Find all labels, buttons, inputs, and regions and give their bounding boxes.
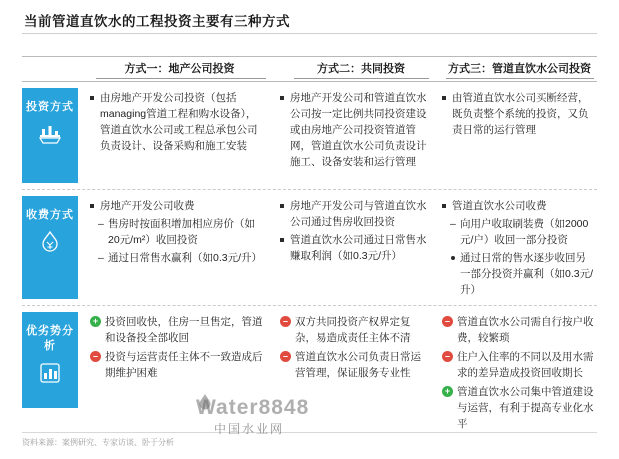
- bullet-item: [442, 349, 594, 381]
- title-divider: [22, 33, 597, 34]
- watermark-text: Water8848: [196, 396, 310, 419]
- bullet-item: [442, 216, 594, 248]
- bullet-text: 通过日常的售水逐步收回另一部分投资并赢利（如0.3元/升）: [460, 252, 594, 296]
- bullet-item: [280, 314, 430, 346]
- bullet-item: [90, 250, 266, 266]
- row-2-col-2: [280, 314, 430, 384]
- bullet-item: [280, 90, 430, 170]
- table-row: [22, 190, 597, 306]
- bullet-text: 投资与运营责任主体不一致造成后期维护困难: [105, 351, 263, 379]
- table-row: [22, 82, 597, 190]
- disadvantage-icon: –: [280, 316, 291, 327]
- row-2-col-1: [90, 314, 266, 384]
- disadvantage-icon: –: [280, 351, 291, 362]
- row-label-fee: [22, 196, 78, 299]
- fee-icon: [37, 229, 63, 255]
- footer-divider: [22, 432, 597, 433]
- bullet-item: [442, 384, 594, 432]
- row-label-text: 投资方式: [26, 101, 74, 113]
- row-0-col-3: [442, 90, 594, 140]
- bullet-item: [442, 90, 594, 138]
- bullet-text: 管道直饮水公司需自行按户收费，较繁琐: [457, 316, 594, 344]
- table-header-row: [22, 56, 597, 82]
- row-label-text: 收费方式: [26, 209, 74, 221]
- bullet-text: 住户入住率的不同以及用水需求的差异造成投资回收期长: [457, 351, 594, 379]
- row-label-investment: [22, 88, 78, 183]
- disadvantage-icon: –: [90, 351, 101, 362]
- bullet-text: 双方共同投资产权界定复杂，易造成责任主体不清: [295, 316, 411, 344]
- advantage-icon: +: [442, 386, 453, 397]
- disadvantage-icon: –: [442, 351, 453, 362]
- bullet-text: 管道直饮水公司负责日常运营管理，保证服务专业性: [295, 351, 421, 379]
- page-title: 当前管道直饮水的工程投资主要有三种方式: [24, 14, 290, 29]
- bullet-text: 向用户收取刷装费（如2000元/户）收回一部分投资: [460, 218, 589, 246]
- bullet-item: [90, 198, 266, 214]
- bullet-text: 投资回收快，住房一旦售定，管道和设备投全部收回: [105, 316, 263, 344]
- bullet-text: 由管道直饮水公司买断经营，既负责整个系统的投资，又负责日常的运行管理: [452, 92, 589, 136]
- advantage-icon: +: [90, 316, 101, 327]
- bullet-item: [90, 90, 266, 154]
- bullet-item: [90, 216, 266, 248]
- row-label-text: 优劣势分析: [26, 325, 74, 352]
- header-top-rule: [22, 56, 597, 57]
- column-header-3: 方式三：管道直饮水公司投资: [448, 63, 591, 75]
- bullet-text: 由房地产开发公司投资（包括managing管道工程和购水设备），管道直饮水公司或工程总承包公司负责设计、设备采购和施工安装: [100, 92, 258, 152]
- bullet-item: [442, 250, 594, 298]
- row-label-analysis: [22, 312, 78, 408]
- investment-icon: [37, 121, 63, 147]
- bullet-text: 管道直饮水公司集中管道建设与运营，有利于提高专业化水平: [457, 386, 594, 430]
- bullet-text: 管道直饮水公司通过日常售水赚取利润（如0.3元/升）: [290, 234, 427, 262]
- row-1-col-2: [280, 198, 430, 266]
- bullet-text: 房地产开发公司与管道直饮水公司通过售房收回投资: [290, 200, 427, 228]
- bullet-text: 管道直饮水公司收费: [452, 200, 547, 212]
- bullet-item: [442, 314, 594, 346]
- column-header-1: 方式一：地产公司投资: [124, 63, 235, 75]
- row-0-col-1: [90, 90, 266, 156]
- disadvantage-icon: –: [442, 316, 453, 327]
- column-header-3-underline: [446, 78, 594, 79]
- column-header-2: 方式二：共同投资: [317, 63, 405, 75]
- watermark-subtext: 中国水业网: [214, 422, 285, 436]
- bullet-text: 房地产开发公司和管道直饮水公司按一定比例共同投资建设或由房地产公司投资管道管网，管道直饮水公司负责设计施工、设备安装和运行管理: [290, 92, 427, 168]
- bullet-text: 售房时按面积增加相应房价（如20元/m²）收回投资: [108, 218, 255, 246]
- column-header-2-underline: [294, 78, 429, 79]
- row-0-col-2: [280, 90, 430, 172]
- bullet-item: [90, 349, 266, 381]
- bullet-text: 通过日常售水赢利（如0.3元/升）: [108, 252, 263, 264]
- bullet-item: [280, 232, 430, 264]
- bullet-item: [90, 314, 266, 346]
- bullet-item: [280, 349, 430, 381]
- bullet-item: [442, 198, 594, 214]
- row-1-col-3: [442, 198, 594, 300]
- bullet-item: [280, 198, 430, 230]
- row-2-col-3: [442, 314, 594, 435]
- bullet-text: 房地产开发公司收费: [100, 200, 195, 212]
- source-note: 资料来源：案例研究、专家访谈、卧于分析: [22, 438, 174, 447]
- column-header-1-underline: [96, 78, 266, 79]
- analysis-icon: [37, 360, 63, 386]
- row-1-col-1: [90, 198, 266, 268]
